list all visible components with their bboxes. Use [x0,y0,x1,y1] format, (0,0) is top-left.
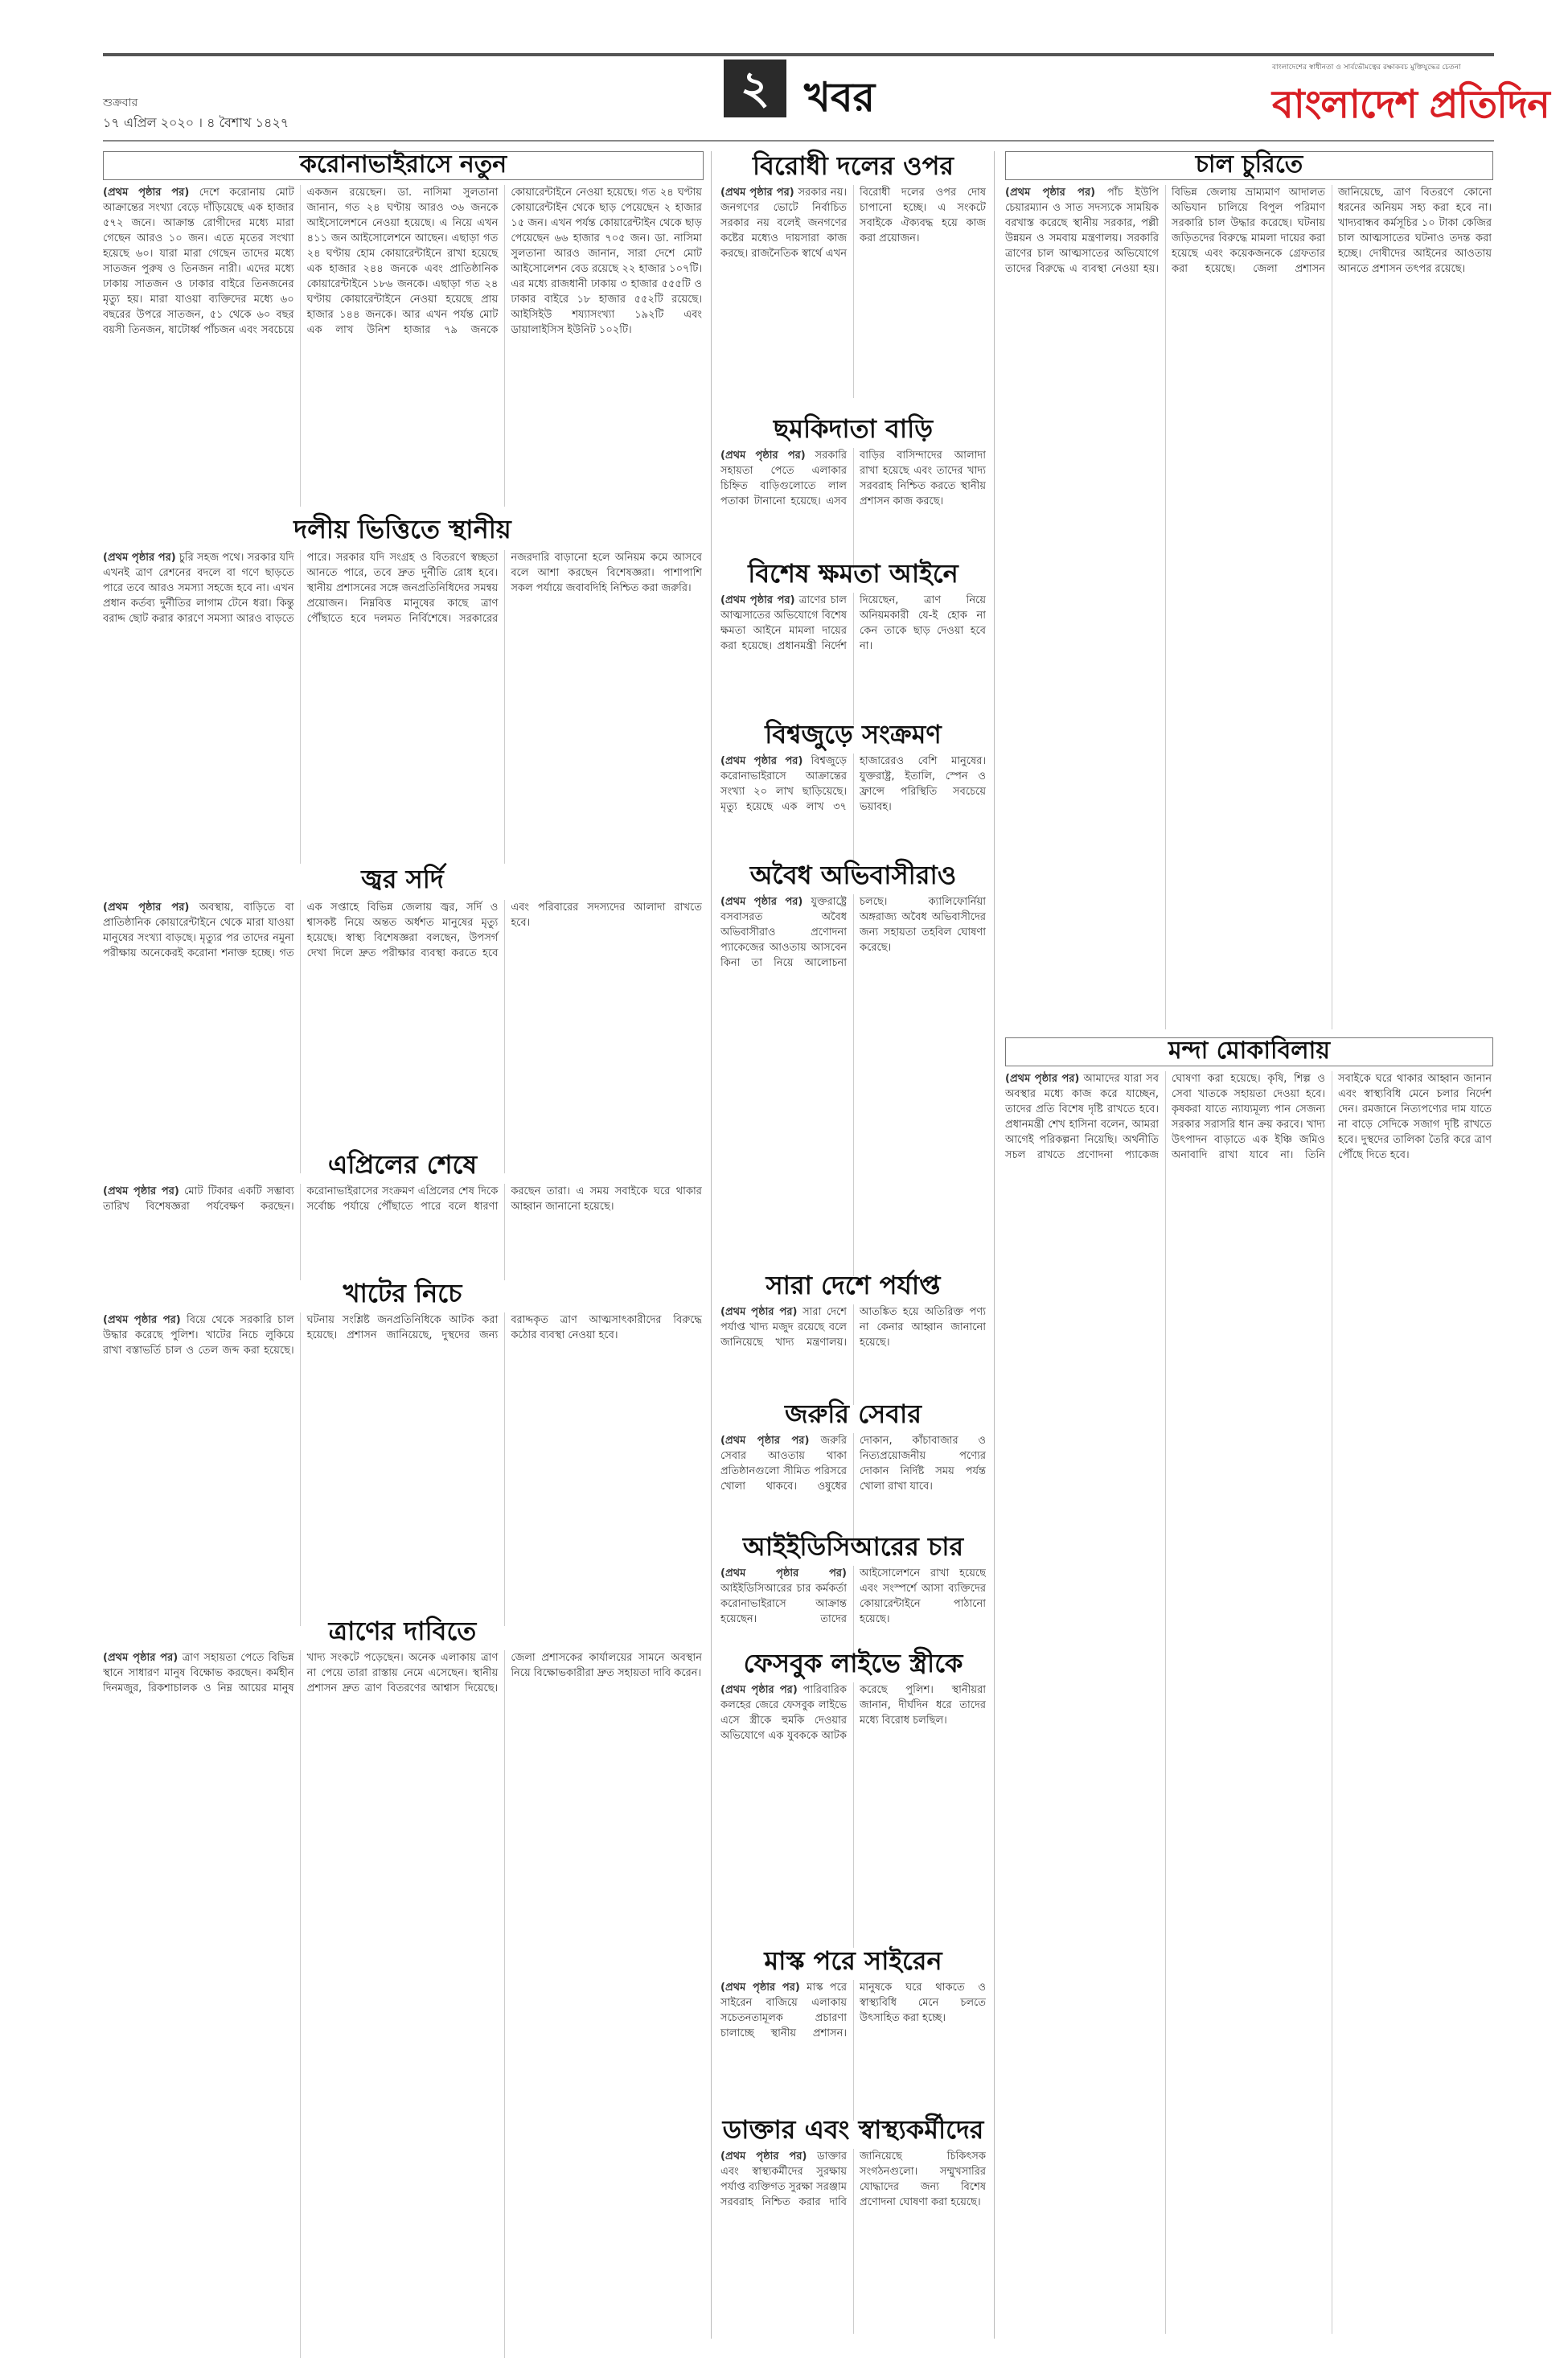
logo-name: বাংলাদেশ প্রতিদিন [1272,82,1550,127]
lead-nationwide: (প্রথম পৃষ্ঠার পর) [720,1306,798,1318]
headline-corona: করোনাভাইরাসে নতুন [299,150,507,179]
lead-relief: (প্রথম পৃষ্ঠার পর) [103,1652,179,1664]
headline-illegal: অবৈধ অভিবাসীরাও [749,860,957,890]
article-house [720,414,986,569]
text-icu: আইইডিসিআরের চার কর্মকর্তা করোনাভাইরাসে আক্রান্ত হয়েছেন। তাদের আইসোলেশনে রাখা হয়েছে এবং সংস্পর্শে আসা ব্যক্তিদের কোয়ারেন্টাইনে পাঠানো হয়েছে। [720,1567,986,1625]
lead-house: (প্রথম পৃষ্ঠার পর) [720,450,806,462]
article-april [103,1150,702,1280]
text-special: ত্রাণের চাল আত্মসাতের অভিযোগে বিশেষ ক্ষমতা আইনে মামলা দায়ের করা হয়েছে। প্রধানমন্ত্রী নির্দেশ দিয়েছেন, ত্রাণ নিয়ে অনিয়মকারী যে-ই হোক না কেন তাকে ছাড় দেওয়া হবে না। [720,594,986,652]
text-illegal: যুক্তরাষ্ট্রে বসবাসরত অবৈধ অভিবাসীরাও প্রণোদনা প্যাকেজের আওতায় আসবেন কিনা তা নিয়ে আলোচনা চলছে। ক্যালিফোর্নিয়া অঙ্গরাজ্য অবৈধ অভিবাসীদের জন্য সহায়তা তহবিল ঘোষণা করেছে। [720,896,986,969]
headline-wheat: খাটের নিচে [343,1278,462,1308]
article-april-body [103,1184,702,1280]
headline-banner-rice [1005,151,1493,180]
article-special [720,559,986,725]
weekday: শুক্রবার [103,97,138,109]
article-icu-body [720,1566,986,1654]
headline-doctors: ডাক্তার এবং স্বাস্থ্যকর্মীদের [722,2114,984,2145]
lead-corona: (প্রথম পৃষ্ঠার পর) [103,187,190,199]
headline-relief: ত্রাণের দাবিতে [328,1616,477,1646]
issue-date: ১৭ এপ্রিল ২০২০ । ৪ বৈশাখ ১৪২৭ [103,115,289,130]
lead-mask: (প্রথম পৃষ্ঠার পর) [720,1982,800,1994]
article-doctors-body [720,2149,986,2334]
masthead-logo [1272,61,1550,127]
article-wheat [103,1279,702,1626]
headline-opposition: বিরোধী দলের ওপর [752,150,954,181]
headline-recession: মন্দা মোকাবিলায় [1168,1037,1331,1065]
column-divider-2 [994,151,995,2339]
lead-doctors: (প্রথম পৃষ্ঠার পর) [720,2150,807,2162]
text-fever: অবস্থায়, বাড়িতে বা প্রাতিষ্ঠানিক কোয়ারেন্টাইনে থেকে মারা যাওয়া মানুষের সংখ্যা বাড়ছে। মৃত্যুর পর তাদের নমুনা পরীক্ষায় অনেকেরই করোনা শনাক্ত হচ্ছে। গত এক সপ্তাহে বিভিন্ন জেলায় জ্বর, সর্দি ও শ্বাসকষ্ট নিয়ে অন্তত অর্ধশত মানুষের মৃত্যু হয়েছে। স্বাস্থ্য বিশেষজ্ঞরা বলছেন, উপসর্গ দেখা দিলে দ্রুত পরীক্ষার ব্যবস্থা করতে হবে এবং পরিবারের সদস্যদের আলাদা রাখতে হবে। [103,902,702,959]
lead-facebook: (প্রথম পৃষ্ঠার পর) [720,1684,798,1696]
article-mask-body [720,1980,986,2121]
lead-zone: (প্রথম পৃষ্ঠার পর) [103,552,176,564]
headline-zone: দলীয় ভিত্তিতে স্থানীয় [293,514,511,544]
lead-illegal: (প্রথম পৃষ্ঠার পর) [720,896,803,908]
article-special-body [720,593,986,725]
section-title: খবর [804,74,876,121]
article-zone-body [103,550,702,864]
article-illegal [720,860,986,1276]
text-corona: দেশে করোনায় মোট আক্রান্তের সংখ্যা বেড়ে দাঁড়িয়েছে এক হাজার ৫৭২ জনে। আক্রান্ত রোগীদের মধ্যে মারা গেছেন আরও ১০ জন। এতে মৃতের সংখ্যা হয়েছে ৬০। যারা মারা গেছেন তাদের মধ্যে সাতজন পুরুষ ও তিনজন নারী। এদের মধ্যে ঢাকায় সাতজন ও ঢাকার বাইরে তিনজনের মৃত্যু হয়। মারা যাওয়া ব্যক্তিদের মধ্যে ৬০ বছরের উপরে সাতজন, ৫১ থেকে ৬০ বছর বয়সী তিনজন, ষাটোর্ধ্ব পাঁচজন এবং সবচেয়ে একজন রয়েছেন। ডা. নাসিমা সুলতানা জানান, গত ২৪ ঘণ্টায় আরও ৩৬ জনকে আইসোলেশনে নেওয়া হয়েছে। এ নিয়ে এখন ৪১১ জন আইসোলেশনে আছেন। এছাড়া গত ২৪ ঘণ্টায় হোম কোয়ারেন্টাইনে রাখা হয়েছে এক হাজার ২৪৪ জনকে এবং প্রাতিষ্ঠানিক কোয়ারেন্টাইনে ১৮৬ জনকে। এছাড়া গত ২৪ ঘণ্টায় কোয়ারেন্টাইনে নেওয়া হয়েছে প্রায় হাজার ১৪৪ জনকে। আর এখন পর্যন্ত মোট এক লাখ উনিশ হাজার ৭৯ জনকে কোয়ারেন্টাইনে নেওয়া হয়েছে। গত ২৪ ঘণ্টায় কোয়ারেন্টাইন থেকে ছাড় পেয়েছেন ২ হাজার ১৫ জন। এখন পর্যন্ত কোয়ারেন্টাইন থেকে ছাড় পেয়েছেন ৬৬ হাজার ৭০৫ জন। ডা. নাসিমা সুলতানা আরও জানান, সারা দেশে মোট আইসোলেশন বেড রয়েছে ২২ হাজার ১০৭টি। এর মধ্যে রাজধানী ঢাকায় ৩ হাজার ৫৫৫টি ও ঢাকার বাইরে ১৮ হাজার ৫৫২টি রয়েছে। আইসিইউ শয্যাসংখ্যা ১৯২টি এবং ডায়ালাইসিস ইউনিট ১০২টি। [103,187,702,336]
headline-world: বিশ্বজুড়ে সংক্রমণ [765,719,942,750]
text-recession: আমাদের যারা সব অবস্থার মধ্যে কাজ করে যাচ্ছেন, তাদের প্রতি বিশেষ দৃষ্টি রাখতে হবে। প্রধানমন্ত্রী শেখ হাসিনা বলেন, আমরা আগেই পরিকল্পনা নিয়েছি। অর্থনীতি সচল রাখতে প্রণোদনা প্যাকেজ ঘোষণা করা হয়েছে। কৃষি, শিল্প ও সেবা খাতকে সহায়তা দেওয়া হবে। কৃষকরা যাতে ন্যায্যমূল্য পান সেজন্য সরকার সরাসরি ধান ক্রয় করবে। খাদ্য উৎপাদন বাড়াতে এক ইঞ্চি জমিও অনাবাদি রাখা যাবে না। তিনি সবাইকে ঘরে থাকার আহ্বান জানান এবং স্বাস্থ্যবিধি মেনে চলার নির্দেশ দেন। রমজানে নিত্যপণ্যের দাম যাতে না বাড়ে সেদিকে সজাগ দৃষ্টি রাখতে হবে। দুস্থদের তালিকা তৈরি করে ত্রাণ পৌঁছে দিতে হবে। [1005,1073,1492,1161]
text-doctors: ডাক্তার এবং স্বাস্থ্যকর্মীদের সুরক্ষায় পর্যাপ্ত ব্যক্তিগত সুরক্ষা সরঞ্জাম সরবরাহ নিশ্চিত করার দাবি জানিয়েছে চিকিৎসক সংগঠনগুলো। সম্মুখসারির যোদ্ধাদের জন্য বিশেষ প্রণোদনা ঘোষণা করা হয়েছে। [720,2150,986,2208]
page-number: ২ [724,60,786,117]
article-house-body [720,448,986,569]
article-relief [103,1616,702,2358]
article-rice [1005,185,1492,1029]
lead-wheat: (প্রথম পৃষ্ঠার পর) [103,1314,181,1326]
logo-tagline: বাংলাদেশের স্বাধীনতা ও সার্বভৌমত্বের রক্ষাকবচ মুক্তিযুদ্ধের চেতনা [1272,64,1461,72]
article-world-body [720,754,986,870]
header-rule [103,53,1494,56]
article-mask [720,1946,986,2121]
article-opposition [720,151,986,398]
article-icu [720,1532,986,1654]
text-opposition: সরকার নয়। জনগণের ভোটে নির্বাচিত সরকার নয় বলেই জনগণের কষ্টের মধ্যেও দায়সারা কাজ করছে। রাজনৈতিক স্বার্থে এখন বিরোধী দলের ওপর দোষ চাপানো হচ্ছে। এ সংকটে সবাইকে ঐক্যবদ্ধ হয়ে কাজ করা প্রয়োজন। [720,187,986,260]
text-rice: পাঁচ ইউপি চেয়ারম্যান ও সাত সদস্যকে সাময়িক বরখাস্ত করেছে স্থানীয় সরকার, পল্লী উন্নয়ন ও সমবায় মন্ত্রণালয়। সরকারি ত্রাণের চাল আত্মসাতের অভিযোগে তাদের বিরুদ্ধে এ ব্যবস্থা নেওয়া হয়। বিভিন্ন জেলায় ভ্রাম্যমাণ আদালত অভিযান চালিয়ে বিপুল পরিমাণ সরকারি চাল উদ্ধার করেছে। ঘটনায় জড়িতদের বিরুদ্ধে মামলা দায়ের করা হয়েছে এবং কয়েকজনকে গ্রেফতার করা হয়েছে। জেলা প্রশাসন জানিয়েছে, ত্রাণ বিতরণে কোনো ধরনের অনিয়ম সহ্য করা হবে না। খাদ্যবান্ধব কর্মসূচির ১০ টাকা কেজির চাল আত্মসাতের ঘটনাও তদন্ত করা হচ্ছে। দোষীদের আইনের আওতায় আনতে প্রশাসন তৎপর রয়েছে। [1005,187,1492,275]
article-corona [103,185,702,507]
article-illegal-body [720,894,986,1276]
headline-facebook: ফেসবুক লাইভে স্ত্রীকে [743,1648,963,1678]
headline-essential: জরুরি সেবার [785,1399,922,1429]
headline-banner-corona [103,151,704,180]
lead-opposition: (প্রথম পৃষ্ঠার পর) [720,187,794,199]
article-relief-body [103,1650,702,2358]
headline-nationwide: সারা দেশে পর্যাপ্ত [766,1270,941,1300]
lead-fever: (প্রথম পৃষ্ঠার পর) [103,902,190,914]
lead-special: (প্রথম পৃষ্ঠার পর) [720,594,795,606]
text-april: মোট টিকার একটি সম্ভাব্য তারিখ বিশেষজ্ঞরা পর্যবেক্ষণ করছেন। করোনাভাইরাসের সংক্রমণ এপ্রিলের শেষ দিকে সর্বোচ্চ পর্যায়ে পৌঁছাতে পারে বলে ধারণা করছেন তারা। এ সময় সবাইকে ঘরে থাকার আহ্বান জানানো হয়েছে। [103,1185,702,1213]
article-opposition-body [720,185,986,398]
lead-recession: (প্রথম পৃষ্ঠার পর) [1005,1073,1080,1085]
text-mask: মাস্ক পরে সাইরেন বাজিয়ে এলাকায় সচেতনতামূলক প্রচারণা চালাচ্ছে স্থানীয় প্রশাসন। মানুষকে ঘরে থাকতে ও স্বাস্থ্যবিধি মেনে চলতে উৎসাহিত করা হচ্ছে। [720,1982,986,2039]
header-divider [103,140,1494,142]
article-corona-body [103,185,702,507]
article-doctors [720,2115,986,2334]
article-recession [1005,1071,1492,2334]
article-nationwide-body [720,1304,986,1405]
article-facebook [720,1649,986,1948]
lead-april: (প্রথম পৃষ্ঠার পর) [103,1185,179,1197]
article-fever [103,865,702,1173]
article-world [720,720,986,870]
headline-rice: চাল চুরিতে [1195,150,1303,179]
text-zone: চুরি সহজ পথে। সরকার যদি এখনই ত্রাণ রেশনের বদলে বা গণে ছাড়তে পারে তবে আরও সমস্যা সহজে হবে না। এখন প্রধান কর্তব্য দুর্নীতির লাগাম টেনে ধরা। কিন্তু বরাদ্দ ছোট করার কারণে সমস্যা আরও বাড়তে পারে। সরকার যদি সংগ্রহ ও বিতরণে স্বচ্ছতা আনতে পারে, তবে দ্রুত দুর্নীতি রোধ হবে। স্থানীয় প্রশাসনের সঙ্গে জনপ্রতিনিধিদের সমন্বয় প্রয়োজন। নিম্নবিত্ত মানুষের কাছে ত্রাণ পৌঁছাতে হবে দলমত নির্বিশেষে। সরকারের নজরদারি বাড়ানো হলে অনিয়ম কমে আসবে বলে আশা করছেন বিশেষজ্ঞরা। পাশাপাশি সকল পর্যায়ে জবাবদিহি নিশ্চিত করা জরুরি। [103,552,702,625]
lead-world: (প্রথম পৃষ্ঠার পর) [720,755,803,767]
headline-fever: জ্বর সর্দি [361,864,444,894]
headline-house: ছমকিদাতা বাড়ি [773,413,934,444]
headline-icu: আইইডিসিআরের চার [742,1531,964,1562]
article-nationwide [720,1271,986,1405]
lead-rice: (প্রথম পৃষ্ঠার পর) [1005,187,1096,199]
headline-special: বিশেষ ক্ষমতা আইনে [748,558,958,589]
article-wheat-body [103,1312,702,1626]
lead-essential: (প্রথম পৃষ্ঠার পর) [720,1435,810,1447]
headline-banner-recession [1005,1037,1493,1066]
article-zone [103,515,702,864]
text-world: বিশ্বজুড়ে করোনাভাইরাসে আক্রান্তের সংখ্যা ২০ লাখ ছাড়িয়েছে। মৃত্যু হয়েছে এক লাখ ৩৭ হাজারেরও বেশি মানুষের। যুক্তরাষ্ট্র, ইতালি, স্পেন ও ফ্রান্সে পরিস্থিতি সবচেয়ে ভয়াবহ। [720,755,986,813]
headline-mask: মাস্ক পরে সাইরেন [764,1945,942,1976]
text-relief: ত্রাণ সহায়তা পেতে বিভিন্ন স্থানে সাধারণ মানুষ বিক্ষোভ করছেন। কর্মহীন দিনমজুর, রিকশাচালক ও নিম্ন আয়ের মানুষ খাদ্য সংকটে পড়েছেন। অনেক এলাকায় ত্রাণ না পেয়ে তারা রাস্তায় নেমে এসেছেন। স্থানীয় প্রশাসন দ্রুত ত্রাণ বিতরণের আশ্বাস দিয়েছে। জেলা প্রশাসকের কার্যালয়ের সামনে অবস্থান নিয়ে বিক্ষোভকারীরা দ্রুত সহায়তা দাবি করেন। [103,1652,702,1694]
lead-icu: (প্রথম পৃষ্ঠার পর) [720,1567,847,1579]
article-essential [720,1399,986,1550]
article-rice-body [1005,185,1492,1029]
text-wheat: বিয়ে থেকে সরকারি চাল উদ্ধার করেছে পুলিশ। খাটের নিচে লুকিয়ে রাখা বস্তাভর্তি চাল ও তেল জব্দ করা হয়েছে। ঘটনায় সংশ্লিষ্ট জনপ্রতিনিধিকে আটক করা হয়েছে। প্রশাসন জানিয়েছে, দুস্থদের জন্য বরাদ্দকৃত ত্রাণ আত্মসাৎকারীদের বিরুদ্ধে কঠোর ব্যবস্থা নেওয়া হবে। [103,1314,702,1357]
text-nationwide: সারা দেশে পর্যাপ্ত খাদ্য মজুদ রয়েছে বলে জানিয়েছে খাদ্য মন্ত্রণালয়। আতঙ্কিত হয়ে অতিরিক্ত পণ্য না কেনার আহ্বান জানানো হয়েছে। [720,1306,986,1349]
article-recession-body [1005,1071,1492,2334]
article-fever-body [103,900,702,1173]
headline-april: এপ্রিলের শেষে [327,1149,478,1180]
article-facebook-body [720,1682,986,1948]
text-essential: জরুরি সেবার আওতায় থাকা প্রতিষ্ঠানগুলো সীমিত পরিসরে খোলা থাকবে। ওষুধের দোকান, কাঁচাবাজার ও নিত্যপ্রয়োজনীয় পণ্যের দোকান নির্দিষ্ট সময় পর্যন্ত খোলা রাখা যাবে। [720,1435,986,1493]
text-facebook: পারিবারিক কলহের জেরে ফেসবুক লাইভে এসে স্ত্রীকে হুমকি দেওয়ার অভিযোগে এক যুবককে আটক করেছে পুলিশ। স্থানীয়রা জানান, দীর্ঘদিন ধরে তাদের মধ্যে বিরোধ চলছিল। [720,1684,986,1742]
column-divider [711,151,712,2339]
text-house: সরকারি সহায়তা পেতে এলাকার চিহ্নিত বাড়িগুলোতে লাল পতাকা টানানো হয়েছে। এসব বাড়ির বাসিন্দাদের আলাদা রাখা হয়েছে এবং তাদের খাদ্য সরবরাহ নিশ্চিত করতে স্থানীয় প্রশাসন কাজ করছে। [720,450,986,507]
